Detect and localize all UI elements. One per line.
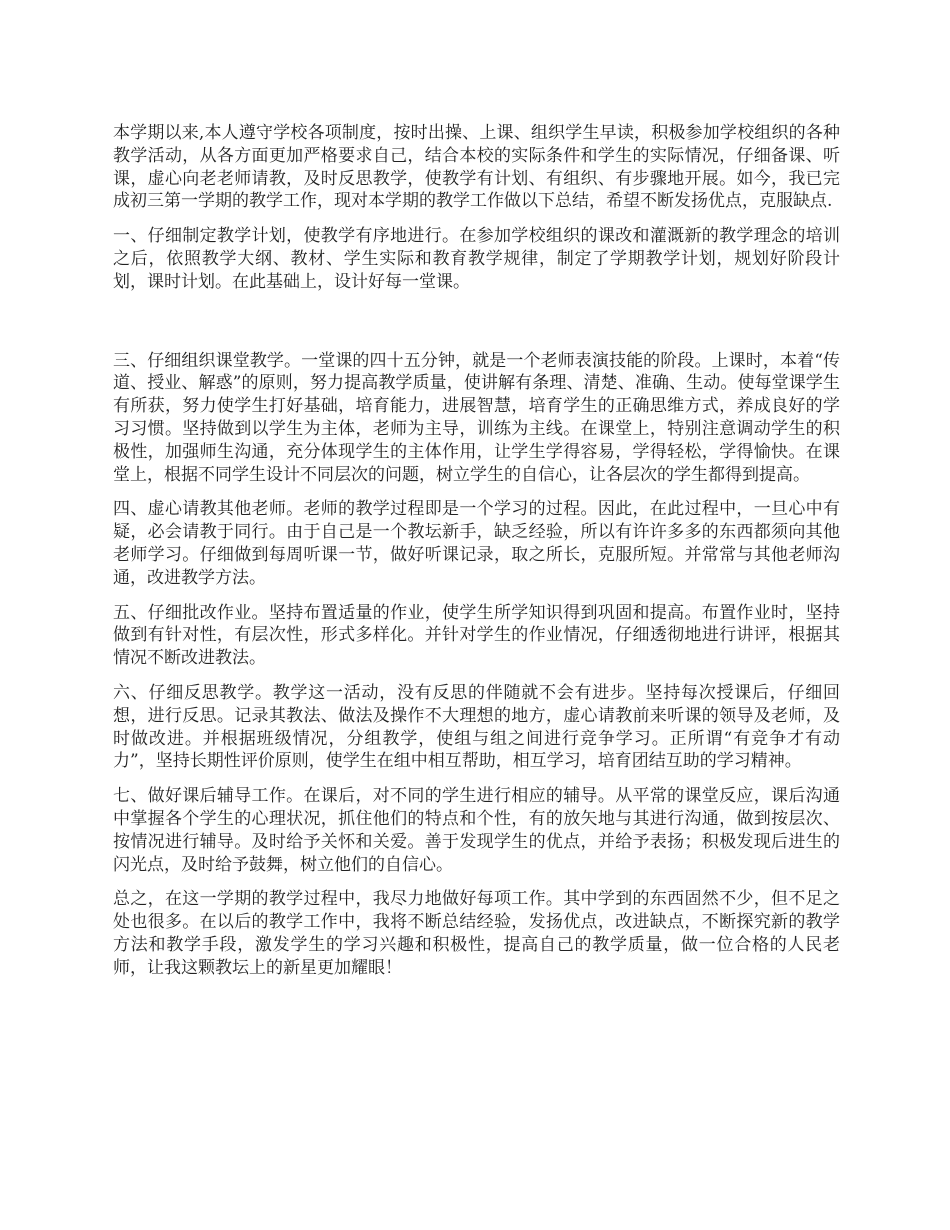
section-four-paragraph: 四、虚心请教其他老师。老师的教学过程即是一个学习的过程。因此，在此过程中，一旦心中有疑，必会请教于同行。由于自己是一个教坛新手，缺乏经验，所以有许许多多的东西都须向其他老师学习。仔细做到每周听课一节，做好听课记录，取之所长，克服所短。并常常与其他老师沟通，改进教学方法。 — [113, 499, 840, 588]
section-six-paragraph: 六、仔细反思教学。教学这一活动，没有反思的伴随就不会有进步。坚持每次授课后，仔细回想，进行反思。记录其教法、做法及操作不大理想的地方，虚心请教前来听课的领导及老师，及时做改进。并根据班级情况，分组教学，使组与组之间进行竞争学习。正所谓“有竞争才有动力”，坚持长期性评价原则，使学生在组中相互帮助，相互学习，培育团结互助的学习精神。 — [113, 682, 840, 772]
document-body — [113, 122, 840, 992]
intro-paragraph: 本学期以来,本人遵守学校各项制度，按时出操、上课、组织学生早读，积极参加学校组织的各种教学活动，从各方面更加严格要求自己，结合本校的实际条件和学生的实际情况，仔细备课、听课，虚心向老老师请教，及时反思教学，使教学有计划、有组织、有步骤地开展。如今，我已完成初三第一学期的教学工作，现对本学期的教学工作做以下总结，希望不断发扬优点，克服缺点. — [113, 123, 840, 212]
section-one-paragraph: 一、仔细制定教学计划，使教学有序地进行。在参加学校组织的课改和灌溉新的教学理念的培训之后，依照教学大纲、教材、学生实际和教育教学规律，制定了学期教学计划，规划好阶段计划，课时计划。在此基础上，设计好每一堂课。 — [113, 226, 840, 292]
conclusion-paragraph: 总之，在这一学期的教学过程中，我尽力地做好每项工作。其中学到的东西固然不少，但不足之处也很多。在以后的教学工作中，我将不断总结经验，发扬优点，改进缺点，不断探究新的教学方法和教学手段，激发学生的学习兴趣和积极性，提高自己的教学质量，做一位合格的人民老师，让我这颗教坛上的新星更加耀眼！ — [113, 889, 840, 978]
section-three-paragraph: 三、仔细组织课堂教学。一堂课的四十五分钟，就是一个老师表演技能的阶段。上课时，本着“传道、授业、解惑”的原则，努力提高教学质量，使讲解有条理、清楚、准确、生动。使每堂课学生有所获，努力使学生打好基础，培育能力，进展智慧，培育学生的正确思维方式，养成良好的学习习惯。坚持做到以学生为主体，老师为主导，训练为主线。在课堂上，特别注意调动学生的积极性，加强师生沟通，充分体现学生的主体作用，让学生学得容易，学得轻松，学得愉快。在课堂上，根据不同学生设计不同层次的问题，树立学生的自信心，让各层次的学生都得到提高。 — [113, 350, 840, 485]
section-seven-paragraph: 七、做好课后辅导工作。在课后，对不同的学生进行相应的辅导。从平常的课堂反应，课后沟通中掌握各个学生的心理状况，抓住他们的特点和个性，有的放矢地与其进行沟通，做到按层次、按情况进行辅导。及时给予关怀和关爱。善于发现学生的优点，并给予表扬；积极发现后进生的闪光点，及时给予鼓舞，树立他们的自信心。 — [113, 786, 840, 875]
section-five-paragraph: 五、仔细批改作业。坚持布置适量的作业，使学生所学知识得到巩固和提高。布置作业时，坚持做到有针对性，有层次性，形式多样化。并针对学生的作业情况，仔细透彻地进行讲评，根据其情况不断改进教法。 — [113, 602, 840, 669]
